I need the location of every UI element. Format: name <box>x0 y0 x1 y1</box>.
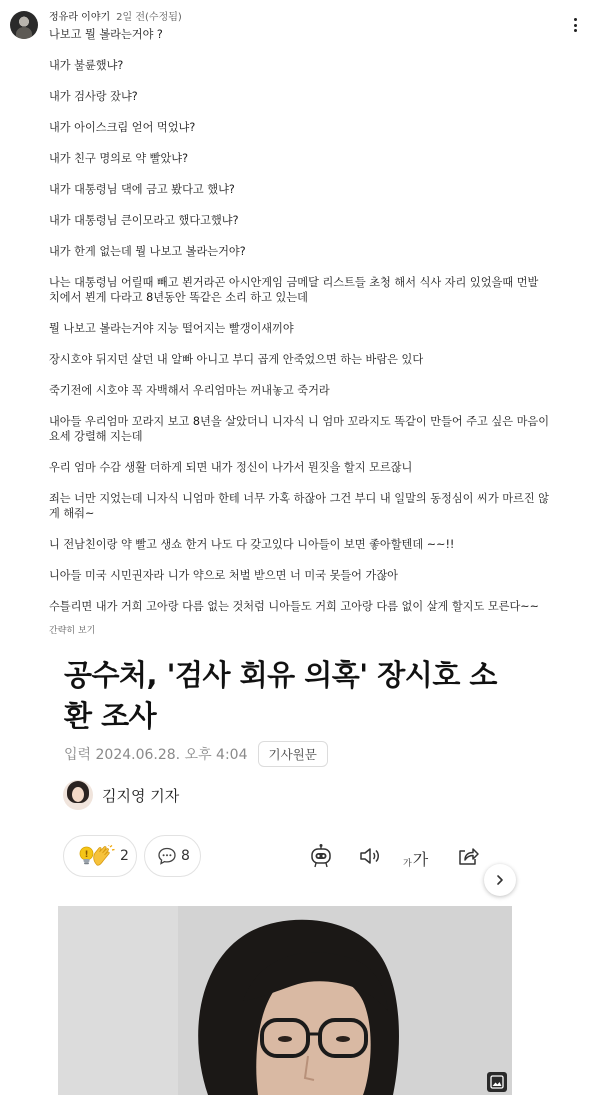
comment-line: 내가 한게 없는데 뭘 나보고 볼라는거야? <box>49 245 246 258</box>
comment-line: 장시호야 뒤지던 살던 내 알빠 아니고 부디 곱게 안죽었으면 하는 바람은 있다 <box>49 353 424 366</box>
reporter-avatar <box>63 780 93 810</box>
comment-line-gap <box>49 166 569 182</box>
comment-line: 뭘 나보고 볼라는거야 지능 떨어지는 빨갱이새끼야 <box>49 322 294 335</box>
comment-line-gap <box>49 228 569 244</box>
next-button[interactable] <box>484 864 516 896</box>
comment-count: 8 <box>181 848 190 864</box>
comment-body <box>49 27 569 614</box>
comment-line: 죽기전에 시호야 꼭 자백해서 우리엄마는 꺼내놓고 죽거라 <box>49 384 330 397</box>
commenter-avatar[interactable] <box>10 11 38 39</box>
comment-line: 죄는 너만 지었는데 니자식 니엄마 한테 너무 가혹 하잖아 그건 부디 내 일말의 동정심이 씨가 마르진 않 <box>49 492 549 505</box>
comment-line: 내가 검사랑 잤냐? <box>49 90 138 103</box>
comment-line: 치에서 뵌게 다라고 8년동안 똑같은 소리 하고 있는데 <box>49 291 308 304</box>
clap-icon <box>91 845 115 867</box>
comment-line-gap <box>49 367 569 383</box>
comment-line-gap <box>49 305 569 321</box>
comment-line: 나는 대통령님 어릴때 빼고 뵌거라곤 아시안게임 금메달 리스트들 초청 해서 식사 자리 있었을때 먼발 <box>49 276 539 289</box>
comment-line: 니아들 미국 시민권자라 니가 약으로 처벌 받으면 너 미국 못들어 가잖아 <box>49 569 398 582</box>
comment-line: 내가 불륜했냐? <box>49 59 124 72</box>
font-size-small-label: 가 <box>403 859 412 869</box>
comment-line-gap <box>49 259 569 275</box>
image-gallery-icon[interactable] <box>487 1072 507 1092</box>
comment-line-gap <box>49 444 569 460</box>
comment-time[interactable]: 2일 전(수정됨) <box>116 12 182 23</box>
more-vert-icon[interactable] <box>569 15 581 35</box>
comment-line-gap <box>49 42 569 58</box>
comment-line-gap <box>49 521 569 537</box>
comment-line: 내가 아이스크림 얻어 먹었냐? <box>49 121 196 134</box>
comment-line-gap <box>49 336 569 352</box>
article-headline: 공수처, '검사 회유 의혹' 장시호 소환 조사 <box>64 658 497 733</box>
comment-line-gap <box>49 104 569 120</box>
comment-line-gap <box>49 197 569 213</box>
reaction-button[interactable] <box>63 835 137 877</box>
comment-line-gap <box>49 398 569 414</box>
article-date: 입력 2024.06.28. 오후 4:04 <box>64 747 248 763</box>
share-icon[interactable] <box>455 843 481 869</box>
comment-line-gap <box>49 583 569 599</box>
svg-text:!: ! <box>84 850 89 860</box>
reporter-name: 김지영 기자 <box>102 786 180 805</box>
comment-line: 니 전남친이랑 약 빨고 생쇼 한거 나도 다 갖고있다 니아들이 보면 좋아할텐데 ~~!! <box>49 538 455 551</box>
comment-line: 내가 대통령님 댁에 금고 봤다고 했냐? <box>49 183 235 196</box>
comment-author[interactable]: 정유라 이야기 <box>49 12 111 23</box>
comment-line-gap <box>49 135 569 151</box>
comment-line: 요세 강렬해 지는데 <box>49 430 143 443</box>
ai-summary-robot-icon[interactable] <box>308 843 334 869</box>
comment-line-gap <box>49 552 569 568</box>
font-size-big-label: 가 <box>412 850 429 869</box>
speaker-icon[interactable] <box>357 843 383 869</box>
comment-line: 내아들 우리엄마 꼬라지 보고 8년을 살았더니 니자식 니 엄마 꼬라지도 똑같이 만들어 주고 싶은 마음이 <box>49 415 549 428</box>
comment-line: 게 해줘~ <box>49 507 95 520</box>
comment-count-button[interactable] <box>144 835 201 877</box>
reporter-info[interactable] <box>63 779 179 811</box>
article-dateline <box>64 741 328 767</box>
font-size-button[interactable] <box>403 844 428 870</box>
comment-line: 우리 엄마 수감 생활 더하게 되면 내가 정신이 나가서 뭔짓을 할지 모르잖니 <box>49 461 413 474</box>
collapse-link[interactable]: 간략히 보기 <box>49 626 96 636</box>
comment-bubble-icon <box>157 846 177 866</box>
comment-line: 수틀리면 내가 거희 고아랑 다름 없는 것처럼 니아들도 거희 고아랑 다름 없이 살게 할지도 모른다~~ <box>49 600 540 613</box>
comment-line: 내가 대통령님 큰이모라고 했다고했냐? <box>49 214 239 227</box>
comment-line-gap <box>49 73 569 89</box>
article-photo[interactable] <box>58 906 512 1095</box>
comment-meta <box>49 11 182 25</box>
comment-line: 내가 친구 명의로 약 빨았냐? <box>49 152 189 165</box>
chevron-right-icon <box>494 874 506 886</box>
comment-line-gap <box>49 475 569 491</box>
comment-line: 나보고 뭘 볼라는거야 ? <box>49 28 163 41</box>
reaction-count: 2 <box>120 848 129 864</box>
original-article-button[interactable]: 기사원문 <box>258 741 328 767</box>
